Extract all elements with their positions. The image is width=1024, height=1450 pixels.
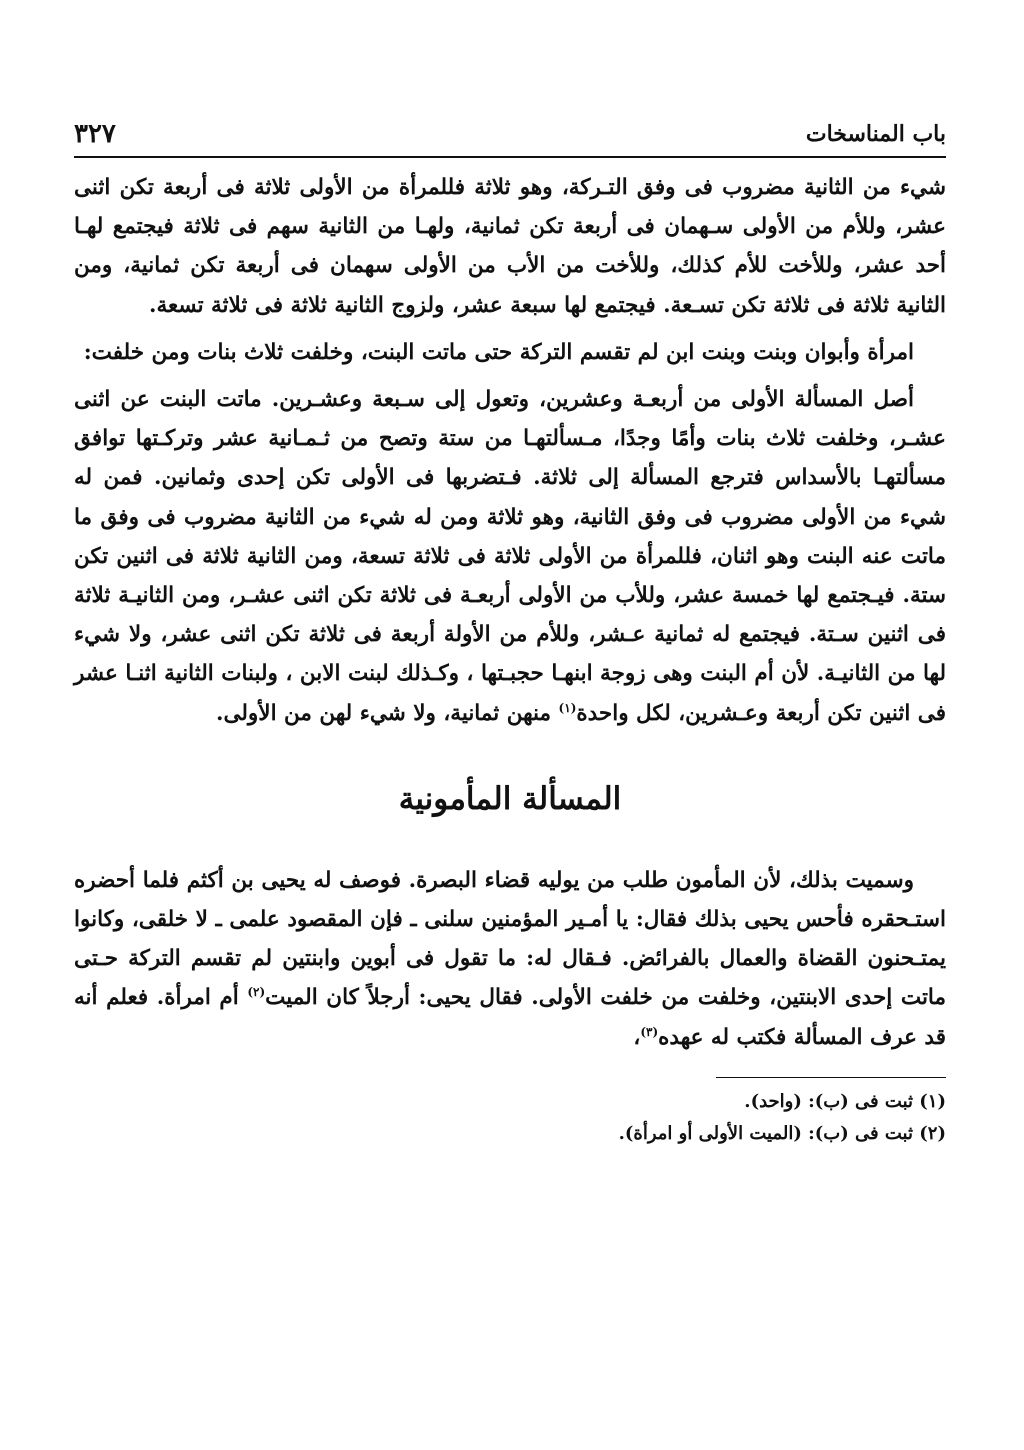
- section-paragraph-part1: وسميت بذلك، لأن المأمون طلب من يوليه قضاء البصرة. فوصف له يحيى بن أكثم فلما أحضره استـحقره فأحس يحيى بذلك فقال: يا أمـير المؤمنين سلنى ـ فإن المقصود علمى ـ لا خلقى، وكانوا يمتـحنون القضاة والعمال بالفرائض. فـقال له: ما تقول فى أبوين وابنتين لم تقسم التركة حـتى ماتت إحدى الابنتين، وخلفت من خلفت الأولى. فقال يحيى: أرجلاً كان الميت: [74, 867, 946, 1011]
- footnote-marker-1: (١): [558, 700, 577, 715]
- section-paragraph-part3: ،: [633, 1024, 641, 1050]
- section-title: المسألة المأمونية: [398, 780, 622, 817]
- paragraph-1: [74, 168, 946, 325]
- paragraph-1-text: شيء من الثانية مضروب فى وفق التـركة، وهو ثلاثة فللمرأة من الأولى ثلاثة فى أربعة تكن اثنى عشر، وللأم من الأولى سـهمان فى أربعة تكن ثمانية، ولهـا من الثانية سهم فى ثلاثة فيجتمع لهـا أحد عشر، وللأخت للأم كذلك، وللأخت من الأب من الأولى سهمان فى أربعة تكن ثمانية، ومن الثانية ثلاثة فى ثلاثة تكن تسـعة. فيجتمع لها سبعة عشر، ولزوج الثانية ثلاثة فى ثلاثة تسعة.: [74, 175, 946, 318]
- paragraph-3-text: أصل المسألة الأولى من أربعـة وعشرين، وتعول إلى سـبعة وعشـرين. ماتت البنت عن اثنى عشـر، وخلفت ثلاث بنات وأمًا وجدًا، مـسألتهـا من ستة وتصح من ثـمـانية عشر وتركـتها توافق مسألتهـا بالأسداس فترجع المسألة إلى ثلاثة. فـتضربها فى الأولى تكن إحدى وثمانين. فمن له شيء من الأولى مضروب فى وفق الثانية، وهو ثلاثة ومن له شيء من الثانية مضروب فى وفق ما ماتت عنه البنت وهو اثنان، فللمرأة من الأولى ثلاثة فى ثلاثة تسعة، ومن الثانية ثلاثة فى اثنين تكن ستة. فيـجتمع لها خمسة عشر، وللأب من الأولى أربعـة فى ثلاثة تكن اثنى عشـر، ومن الثانيـة ثلاثة فى اثنين سـتة. فيجتمع له ثمانية عـشر، وللأم من الأولة أربعة فى ثلاثة تكن اثنى عشر، ولا شيء لها من الثانيـة. لأن أم البنت وهى زوجة ابنهـا حجبـتها ، وكـذلك لبنت الابن ، ولبنات الثانية اثنـا عشر فى اثنين تكن أربعة وعـشرين، لكل واحدة: [74, 387, 946, 726]
- chapter-title: باب المناسخات: [805, 121, 946, 147]
- page-header: [74, 110, 946, 150]
- footnote-1: (١) ثبت فى (ب): (واحد).: [744, 1090, 946, 1112]
- footnote-marker-3: (٣): [640, 1024, 659, 1039]
- document-page: [74, 110, 946, 1450]
- paragraph-2: [74, 333, 946, 372]
- section-paragraph-part2: أم امرأة. فعلم أنه قد عرف المسألة فكتب له عهده: [74, 985, 946, 1050]
- page-number: ٣٢٧: [74, 119, 116, 149]
- footnote-rule: [716, 1077, 946, 1078]
- header-rule: [74, 156, 946, 158]
- section-paragraph: [74, 861, 946, 1057]
- paragraph-3: [74, 380, 946, 733]
- paragraph-2-text: امرأة وأبوان وبنت وبنت ابن لم تقسم التركة حتى ماتت البنت، وخلفت ثلاث بنات ومن خلفت:: [83, 339, 914, 365]
- footnote-marker-2: (٢): [247, 985, 266, 1000]
- footnote-2: (٢) ثبت فى (ب): (الميت الأولى أو امرأة).: [618, 1122, 946, 1144]
- paragraph-3-tail: منهن ثمانية، ولا شيء لهن من الأولى.: [215, 700, 552, 726]
